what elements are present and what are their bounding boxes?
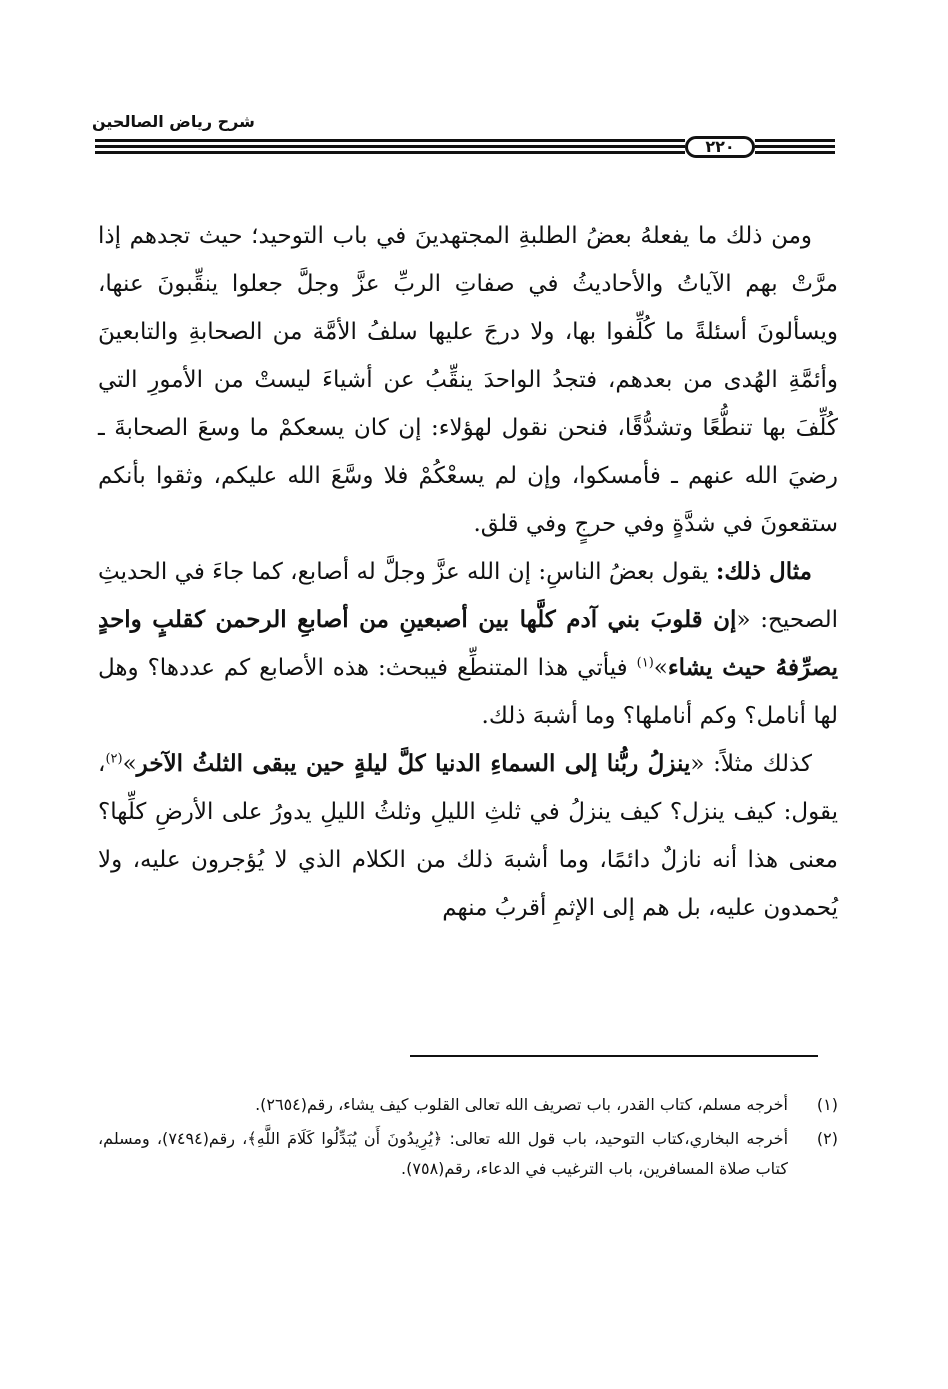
footnote-text: أخرجه البخاري،كتاب التوحيد، باب قول الله تعالى: ﴿يُرِيدُونَ أَن يُبَدِّلُوا كَلَامَ اللَّهِ﴾، رقم(٧٤٩٤)، ومسلم، كتاب صلاة المسافرين، باب الترغيب في الدعاء، رقم(٧٥٨). — [98, 1129, 789, 1178]
main-text — [98, 212, 838, 932]
paragraph — [98, 740, 838, 932]
header-rule — [95, 136, 835, 158]
footnote — [98, 1090, 838, 1120]
header-rule-line — [95, 139, 685, 142]
footnote-text: أخرجه مسلم، كتاب القدر، باب تصريف الله تعالى القلوب كيف يشاء، رقم(٢٦٥٤). — [255, 1095, 788, 1114]
running-title: شرح رياض الصالحين — [92, 112, 255, 131]
header-rule-line — [755, 145, 835, 148]
footnote-ref: (٢) — [105, 751, 123, 767]
header-rule-line — [755, 139, 835, 142]
footnotes — [98, 1090, 838, 1188]
header-rule-line — [95, 151, 685, 154]
text-run: » — [122, 751, 137, 777]
text-run: ، يقول: كيف ينزل؟ كيف ينزلُ في ثلثِ الليلِ وثلثُ الليلِ يدورُ على الأرضِ كلِّها؟ معنى هذا أنه نازلٌ دائمًا، وما أشبهَ ذلك من الكلام الذي لا يُؤجرون عليه، ولا يُحمدون عليه، بل هم إلى الإثمِ أقربُ منهم — [98, 751, 838, 921]
page-number: ٢٢٠ — [685, 136, 755, 158]
example-lead: مثال ذلك: — [715, 558, 813, 585]
text-run: فيأتي هذا المتنطِّع فيبحث: هذه الأصابع كم عددها؟ وهل لها أنامل؟ وكم أناملها؟ وما أشبهَ ذلك. — [98, 655, 838, 729]
text-run: كذلك مثلاً: « — [690, 751, 812, 777]
header-rule-line — [755, 151, 835, 154]
footnote-ref: (١) — [636, 655, 654, 671]
hadith-quote: إن قلوبَ بني آدم كلَّها بين أصبعينِ من أصابعِ الرحمن كقلبٍ واحدٍ يصرِّفهُ حيث يشاء — [98, 606, 838, 681]
text-run: يقول بعضُ الناسِ: إن الله عزَّ وجلَّ له أصابع، كما جاءَ في الحديثِ الصحيح: « — [98, 559, 839, 633]
footnote-separator — [410, 1055, 818, 1057]
text-run: » — [653, 655, 668, 681]
hadith-quote: ينزلُ ربُّنا إلى السماءِ الدنيا كلَّ ليلةٍ حين يبقى الثلثُ الآخر — [136, 750, 691, 777]
footnote — [98, 1124, 838, 1184]
header-rule-line — [95, 145, 685, 148]
paragraph — [98, 548, 838, 740]
footnote-number: (١) — [816, 1095, 838, 1114]
footnote-number: (٢) — [816, 1129, 838, 1148]
paragraph: ومن ذلك ما يفعلهُ بعضُ الطلبةِ المجتهدينَ في باب التوحيد؛ حيث تجدهم إذا مرَّتْ بهم الآياتُ والأحاديثُ في صفاتِ الربِّ عزَّ وجلَّ جعلوا ينقِّبونَ عنها، ويسألونَ أسئلةً ما كُلِّفوا بها، ولا درجَ عليها سلفُ الأمَّة من الصحابةِ والتابعينَ وأئمَّةِ الهُدى من بعدهم، فتجدُ الواحدَ ينقِّبُ عن أشياءَ ليستْ من الأمورِ التي كُلِّفَ بها تنطُّعًا وتشدُّقًا، فنحن نقول لهؤلاء: إن كان يسعكمْ ما وسعَ الصحابةَ ـ رضيَ الله عنهم ـ فأمسكوا، وإن لم يسعْكُمْ فلا وسَّعَ الله عليكم، وثقوا بأنكم ستقعونَ في شدَّةٍ وفي حرجٍ وفي قلق. — [98, 223, 838, 537]
